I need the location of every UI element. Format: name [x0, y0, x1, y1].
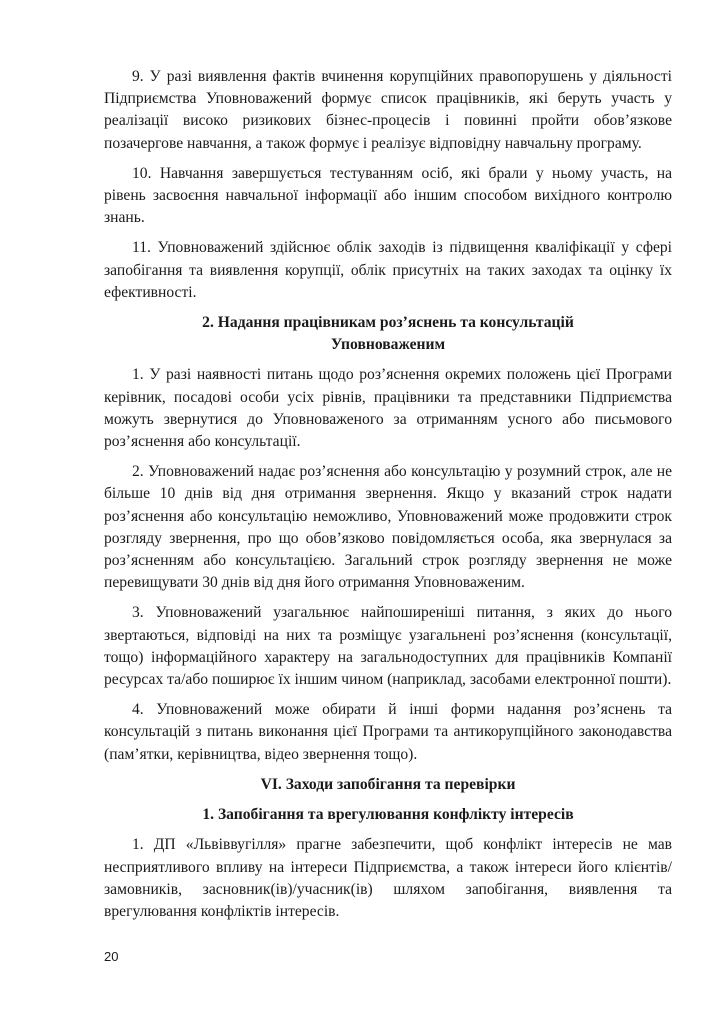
- document-page: [104, 66, 672, 931]
- paragraph-9: 9. У разі виявлення фактів вчинення корупційних правопорушень у діяльності Підприємства Уповноважений формує список працівників, які беруть участь у реалізації високо ризикових бізнес-процесів і повинні пройти обов’язкове позачергове навчання, а також формує і реалізує відповідну навчальну програму.: [104, 68, 672, 152]
- section-6-paragraph-1: 1. ДП «Львіввугілля» прагне забезпечити, щоб конфлікт інтересів не мав несприятливого впливу на інтереси Підприємства, а також інтереси його клієнтів/замовників, засновник(ів)/учасник(ів) шляхом запобігання, виявлення та врегулювання конфліктів інтересів.: [104, 836, 672, 920]
- paragraph-11: 11. Уповноважений здійснює облік заходів із підвищення кваліфікації у сфері запобігання та виявлення корупції, облік присутніх на таких заходах та оцінку їх ефективності.: [104, 239, 672, 301]
- page-number: 20: [104, 949, 119, 964]
- section-6-subheading: 1. Запобігання та врегулювання конфлікту інтересів: [202, 806, 574, 824]
- section-2-heading-line-2: Уповноваженим: [330, 336, 446, 354]
- section-2-paragraph-1: 1. У разі наявності питань щодо роз’яснення окремих положень цієї Програми керівник, посадові особи усіх рівнів, працівники та представники Підприємства можуть звернутися до Уповноваженого за отриманням усного або письмового роз’яснення або консультації.: [104, 366, 672, 451]
- section-6-heading: VI. Заходи запобігання та перевірки: [260, 775, 516, 793]
- section-2-paragraph-3: 3. Уповноважений узагальнює найпоширеніші питання, з яких до нього звертаються, відповіді на них та розміщує узагальнені роз’яснення (консультації, тощо) інформаційного характеру на загальнодоступних для працівників Компанії ресурсах та/або поширює їх іншим чином (наприклад, засобами електронної пошти).: [104, 604, 672, 689]
- section-2-heading-line-1: 2. Надання працівникам роз’яснень та консультацій: [202, 314, 574, 332]
- section-2-paragraph-4: 4. Уповноважений може обирати й інші форми надання роз’яснень та консультацій з питань виконання цієї Програми та антикорупційного законодавства (пам’ятки, керівництва, відео звернення тощо).: [104, 701, 672, 763]
- paragraph-10: 10. Навчання завершується тестуванням осіб, які брали у ньому участь, на рівень засвоєння навчальної інформації або іншим способом вихідного контролю знань.: [104, 164, 672, 227]
- section-2-paragraph-2: 2. Уповноважений надає роз’яснення або консультацію у розумний строк, але не більше 10 днів від дня отримання звернення. Якщо у вказаний строк надати роз’яснення або консультацію неможливо, Уповноважений може продовжити строк розгляду звернення, про що обов’язково повідомляється особа, яка звернулася за роз’ясненням або консультацією. Загальний строк розгляду звернення не може перевищувати 30 днів від дня його отримання Уповноваженим.: [104, 463, 672, 592]
- section-2-heading: [104, 312, 672, 356]
